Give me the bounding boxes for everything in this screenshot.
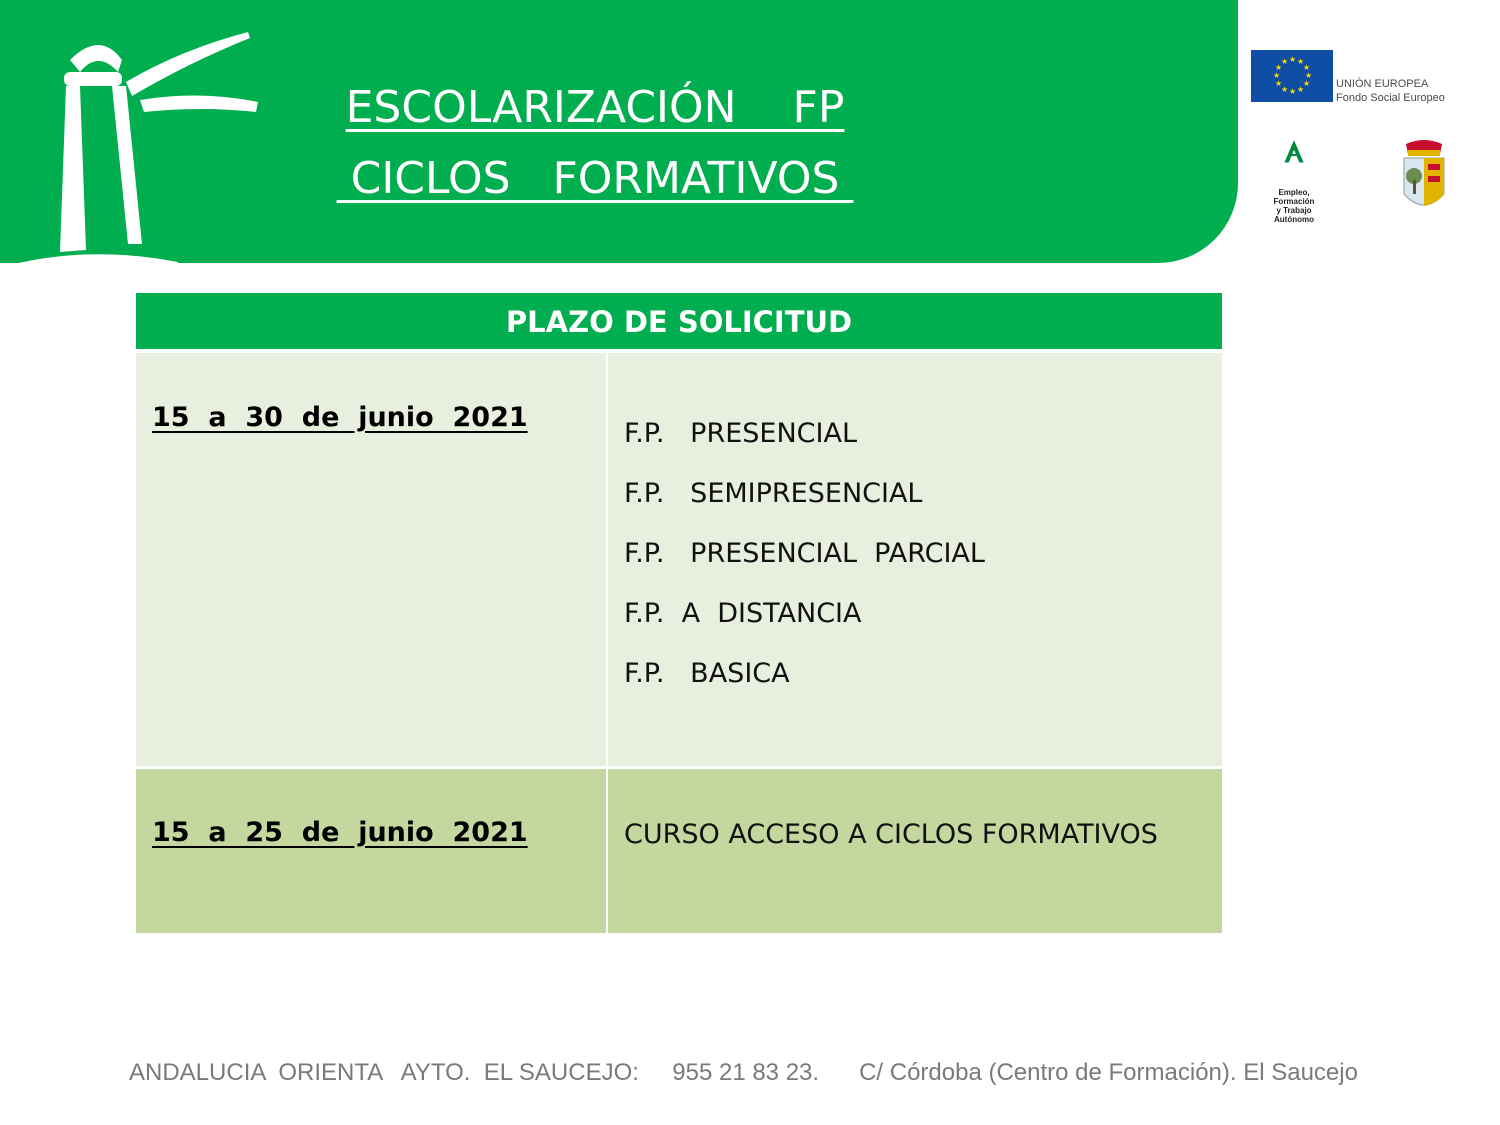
svg-text:★: ★ bbox=[1275, 63, 1283, 72]
svg-text:★: ★ bbox=[1305, 71, 1313, 80]
svg-text:★: ★ bbox=[1289, 55, 1297, 64]
svg-text:★: ★ bbox=[1275, 79, 1283, 88]
list-item: CURSO ACCESO A CICLOS FORMATIVOS bbox=[624, 819, 1158, 850]
list-item: F.P. PRESENCIAL bbox=[624, 418, 858, 449]
page-title-line1: ESCOLARIZACIÓN FP bbox=[345, 82, 845, 133]
list-item: F.P. PRESENCIAL PARCIAL bbox=[624, 538, 985, 569]
row-date: 15 a 25 de junio 2021 bbox=[152, 817, 528, 848]
table-row bbox=[136, 769, 1222, 933]
row-date: 15 a 30 de junio 2021 bbox=[152, 402, 528, 433]
footer-contact: ANDALUCIA ORIENTA AYTO. EL SAUCEJO: 955 21 83 23. C/ Córdoba (Centro de Formación). El Saucejo bbox=[129, 1059, 1358, 1086]
page-title-line2: CICLOS FORMATIVOS bbox=[336, 153, 854, 204]
svg-text:★: ★ bbox=[1273, 71, 1281, 80]
list-item: F.P. BASICA bbox=[624, 658, 790, 689]
junta-andalucia-icon bbox=[1262, 138, 1326, 188]
junta-label: Empleo, Formación y Trabajo Autónomo bbox=[1273, 188, 1315, 224]
svg-text:★: ★ bbox=[1297, 85, 1305, 94]
svg-text:★: ★ bbox=[1289, 87, 1297, 96]
list-item: F.P. A DISTANCIA bbox=[624, 598, 862, 629]
svg-text:★: ★ bbox=[1303, 63, 1311, 72]
svg-text:★: ★ bbox=[1281, 57, 1289, 66]
svg-text:★: ★ bbox=[1303, 79, 1311, 88]
list-item: F.P. SEMIPRESENCIAL bbox=[624, 478, 923, 509]
svg-text:★: ★ bbox=[1281, 85, 1289, 94]
eu-label: UNIÓN EUROPEA Fondo Social Europeo bbox=[1336, 78, 1445, 104]
svg-text:★: ★ bbox=[1297, 57, 1305, 66]
table-heading: PLAZO DE SOLICITUD bbox=[136, 293, 1222, 349]
municipal-crest-icon bbox=[1398, 136, 1450, 220]
lighthouse-logo bbox=[0, 20, 280, 275]
eu-flag-icon bbox=[1251, 50, 1333, 102]
column-divider bbox=[606, 353, 608, 933]
